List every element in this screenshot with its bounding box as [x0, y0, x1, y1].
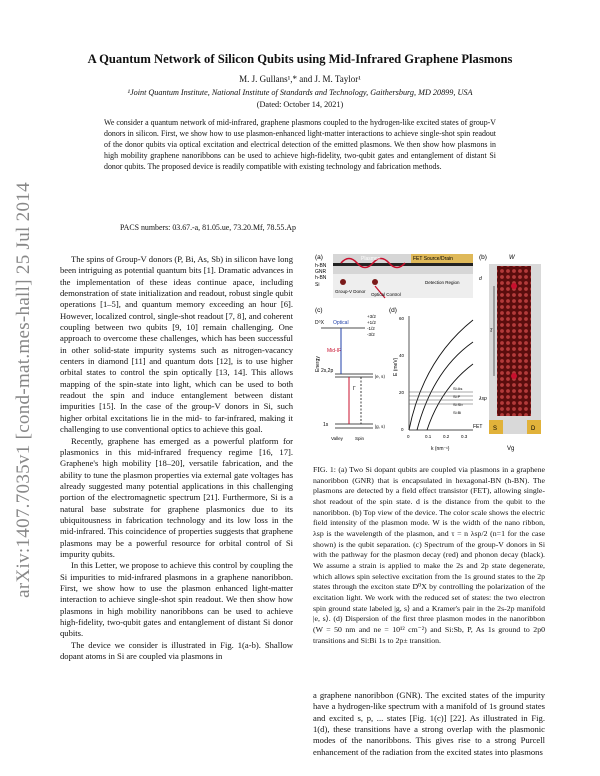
d-transition-4: Si:Bi [453, 410, 462, 415]
fet-side-text: FET [473, 424, 483, 430]
hbn-top-text: h-BN [315, 263, 327, 269]
right-column [313, 690, 545, 758]
d-ytick-4: 0 [401, 427, 404, 432]
d-transition-3: Si:Sb [453, 402, 463, 407]
spin-level-4: -3/2 [367, 332, 375, 337]
paragraph-2: Recently, graphene has emerged as a powerful platform for plasmonics in this mid-infrared frequency regime [16, 17]. Graphene's high mobility [18–20], versatile fabrication, and the ability to tune the plasmon properties via external gate voltages has already suggested many potential applications in this challenging portion of the electromagnetic spectrum [21]. Furthermore, Si is a natural base substrate for graphene plasmonics due to its ubiquitousness in fabrication technology and its low loss in the mid-infrared. This coincidence of properties suggests that graphene plasmons may be a powerful resource for orbital control of Si impurity qubits. [60, 435, 293, 559]
qubit-top-1 [511, 283, 517, 289]
hbn-bottom-layer [333, 266, 473, 274]
date-line: (Dated: October 14, 2021) [256, 100, 344, 109]
spin-level-2: +1/2 [367, 320, 376, 325]
abstract: We consider a quantum network of mid-infrared, graphene plasmons coupled to the hydrogen-like excited states of group-V donors in silicon. First, we show how to use plasmon-enhanced light-matter interactions to achieve single-shot spin readout of the donor qubits via optical excitation and electrical detection of the emitted plasmons. We then show how plasmons in high mobility graphene nanoribbons can be used to achieve high-fidelity, two-qubit gates and entanglement of distant Si donor qubits. The proposed device is readily compatible with existing technology and fabrication methods. [104, 118, 496, 171]
state-2s2p-text: 2s,2p [321, 368, 334, 374]
spin-level-1: +3/2 [367, 314, 376, 319]
hbn-bottom-text: h-BN [315, 275, 327, 281]
paragraph-1: The spins of Group-V donors (P, Bi, As, Sb) in silicon have long been intriguing as potential quantum bits [1]. Dramatic advances in the implementation of these ideas continue apace, including demonstration of state initialization and readout, robust single qubit operations [1–5], and quantum memory exceeding an hour [6]. However, localized control, single-shot readout [7, 8], and coherent coupling between two qubits [9, 10] remain challenging. One approach to overcome these challenges, which has been successful in other solid-state impurity systems such as nitrogen-vacancy centers in diamond [11] and quantum dots [12], is to use higher orbital states to control the spin optically [13, 14]. This allows mapping of the spin-state into light, which can be used to both readout the spin and induce entanglement between distant impurities [15]. In the case of the group-V donors in Si, such higher orbital excitations lie in the mid- to far-infrared, making it challenging to use conventional optics to achieve this goal. [60, 254, 293, 435]
d-ytick-1: 60 [399, 316, 405, 321]
vg-text: Vg [507, 446, 515, 452]
arxiv-sidebar [6, 170, 42, 610]
panel-d-label: (d) [389, 307, 397, 314]
d-xtick-1: 0 [407, 434, 410, 439]
fet-text: FET Source/Drain [413, 256, 453, 262]
mode-3-curve [427, 364, 473, 430]
paper-title: A Quantum Network of Silicon Qubits using Mid-Infrared Graphene Plasmons [87, 52, 513, 66]
qubit-top-2 [511, 373, 517, 379]
paragraph-3: In this Letter, we propose to achieve this control by coupling the Si impurities to mid-infrared plasmons in a graphene nanoribbon. First, we show how to use the plasmon enhanced light-matter interaction to achieve single-shot spin readout. We then show how plasmons in high mobility nanoribbons can be used to achieve high-fidelity, two-qubit gates and entanglement of distant Si donor qubits. [60, 560, 293, 639]
panel-b-label: (b) [479, 254, 487, 261]
donor-dot-2 [372, 279, 378, 285]
detection-text: Detection Region [425, 280, 460, 285]
d-xlabel: k (nm⁻¹) [431, 446, 450, 452]
panel-a-label: (a) [315, 254, 323, 261]
right-paragraph-1: a graphene nanoribbon (GNR). The excited states of the impurity have a hydrogen-like spectrum with a manifold of 1s ground states and excited s, p, ... states [Fig. 1(c)] [22]. As illustrated in Fig. 1(d), these transitions have a strong overlap with the plasmonic modes of the nanoribbons. This gives rise to a strong Purcell enhancement of the radiation from the excited states into plasmons [313, 690, 545, 757]
author-list: M. J. Gullans¹,* and J. M. Taylor¹ [239, 74, 361, 84]
d-distance-label: d [479, 276, 482, 282]
energy-text: Energy [315, 356, 321, 372]
g-s-text: |g, s⟩ [375, 424, 386, 429]
d-xtick-3: 0.2 [443, 434, 450, 439]
d-ylabel: E (meV) [393, 357, 399, 376]
d-ytick-3: 20 [399, 390, 405, 395]
gnr-text: GNR [315, 269, 327, 275]
drain-text: D [531, 426, 536, 432]
paragraph-4: The device we consider is illustrated in Fig. 1(a-b). Shallow dopant atoms in Si are coupled via plasmons in [60, 639, 293, 662]
d-transition-1: Si:As [453, 386, 463, 391]
left-column [60, 254, 293, 662]
mid-ir-text: Mid-IR [327, 348, 342, 354]
donor-text: Group-V Donor [335, 289, 366, 294]
state-1s-text: 1s [323, 422, 329, 428]
donor-dot-1 [340, 279, 346, 285]
d-transition-2: Si:P [453, 394, 461, 399]
lambda-label: λsp [479, 396, 487, 402]
dox-text: D⁰X [315, 320, 324, 326]
figure-1-caption: FIG. 1: (a) Two Si dopant qubits are coupled via plasmons in a graphene nanoribbon (GNR) that is encapsulated in hexagonal-BN (h-BN). The plasmons are detected by a field effect transistor (FET), allowing single-shot readout of the spin state. d is the distance from the qubit to the nanoribbon. (b) Top view of the device. The color scale shows the electric field intensity of the plasmon mode. W is the width of the nano ribbon, λsp is the wavelength of the plasmon, and τ = n λsp/2 (n=1 for the case shown) is the qubit separation. (c) Spectrum of the group-V donors in Si with the pathway for the plasmon decay (red) and phonon decay (black). We assume a strain is applied to make the 2s and 2p state degenerate, which allows spin selective excitation from the 1s ground states to the 2p states through the exciton state D⁰X by controlling the polarization of the excitation light. We work with the reduced set of states: the two electron spin ground state labeled |g, s⟩ and a Kramer's pair in the 2s-2p manifold |e, s⟩. (d) Dispersion of the first three plasmon modes in the nanoribbon (W = 50 nm and ne = 10¹² cm⁻²) and Si:Sb, P, As 1s ground to 2p0 transitions and Si:Bi 1s to 2p± transition. [313, 465, 545, 645]
gamma-text: Γ [353, 386, 356, 392]
valley-text: Valley [331, 436, 343, 441]
affiliation: ¹Joint Quantum Institute, National Institute of Standards and Technology, Gaithersburg, MD 20899, USA [127, 88, 473, 97]
spin-level-labels [367, 314, 376, 337]
pacs-numbers: PACS numbers: 03.67.-a, 81.05.ue, 73.20.Mf, 78.55.Ap [120, 223, 296, 232]
optical-text: Optical [333, 320, 349, 326]
source-text: S [493, 426, 498, 432]
d-xtick-2: 0.1 [425, 434, 432, 439]
mode-2-curve [417, 342, 473, 430]
d-xtick-4: 0.3 [461, 434, 468, 439]
d-ytick-2: 40 [399, 353, 405, 358]
figure-1 [313, 250, 545, 458]
tau-label: τ [490, 328, 493, 334]
arxiv-id: arXiv:1407.7035v1 [cond-mat.mes-hall] 25 Jul 2014 [13, 182, 34, 598]
si-substrate [333, 274, 473, 298]
dispersion-plot [393, 316, 473, 452]
panel-c-label: (c) [315, 307, 323, 314]
e-s-text: |e, s⟩ [375, 374, 386, 379]
w-label: W [509, 255, 515, 261]
spin-level-3: -1/2 [367, 326, 375, 331]
spin-text: Spin [355, 436, 365, 441]
si-text: Si [315, 282, 320, 288]
optical-control-text: Optical Control [371, 292, 401, 297]
plasmon-text: Plasmon [361, 256, 381, 262]
